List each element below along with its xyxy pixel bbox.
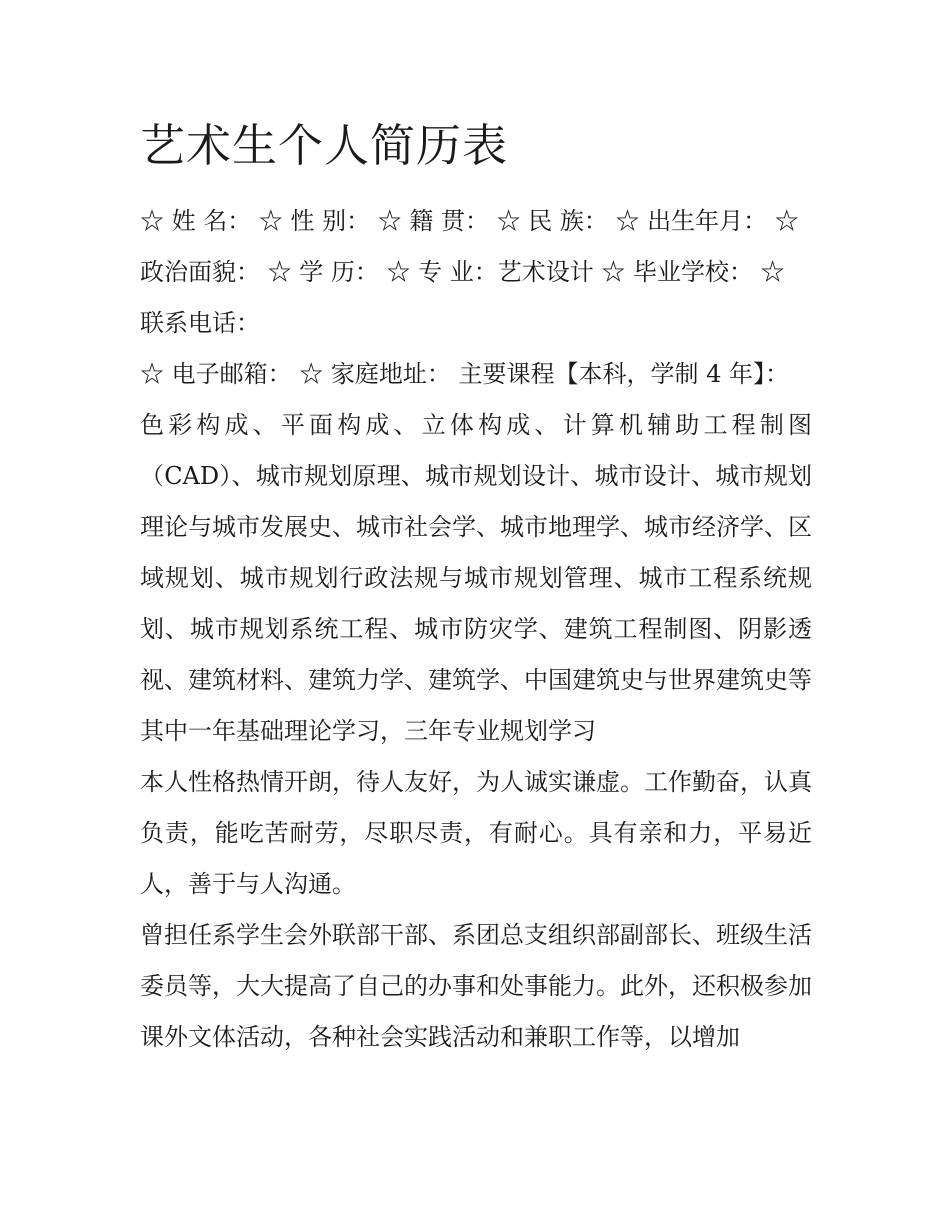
study-plan-paragraph: 其中一年基础理论学习，三年专业规划学习 xyxy=(140,717,596,745)
personal-info-line-3: 联系电话： xyxy=(140,309,260,337)
personal-info-line-1: ☆ 姓 名： ☆ 性 别： ☆ 籍 贯： ☆ 民 族： ☆ 出生年月： ☆ xyxy=(140,207,799,235)
self-evaluation-paragraph: 本人性格热情开朗，待人友好，为人诚实谦虚。工作勤奋，认真负责，能吃苦耐劳，尽职尽责，有耐心。具有亲和力，平易近人，善于与人沟通。 xyxy=(140,768,812,898)
courses-paragraph: 色彩构成、平面构成、立体构成、计算机辅助工程制图（CAD）、城市规划原理、城市规划设计、城市设计、城市规划理论与城市发展史、城市社会学、城市地理学、城市经济学、区域规划、城市规划行政法规与城市规划管理、城市工程系统规划、城市规划系统工程、城市防灾学、建筑工程制图、阴影透视、建筑材料、建筑力学、建筑学、中国建筑史与世界建筑史等 xyxy=(140,411,812,694)
personal-info-line-4: ☆ 电子邮箱： ☆ 家庭地址： 主要课程【本科，学制 4 年】： xyxy=(140,360,790,388)
document-body xyxy=(140,196,812,1063)
experience-paragraph: 曾担任系学生会外联部干部、系团总支组织部副部长、班级生活委员等，大大提高了自己的办事和处事能力。此外，还积极参加课外文体活动，各种社会实践活动和兼职工作等，以增加 xyxy=(140,921,812,1051)
page-title: 艺术生个人简历表 xyxy=(140,119,509,172)
personal-info-line-2: 政治面貌： ☆ 学 历： ☆ 专 业：艺术设计 ☆ 毕业学校： ☆ xyxy=(140,258,785,286)
